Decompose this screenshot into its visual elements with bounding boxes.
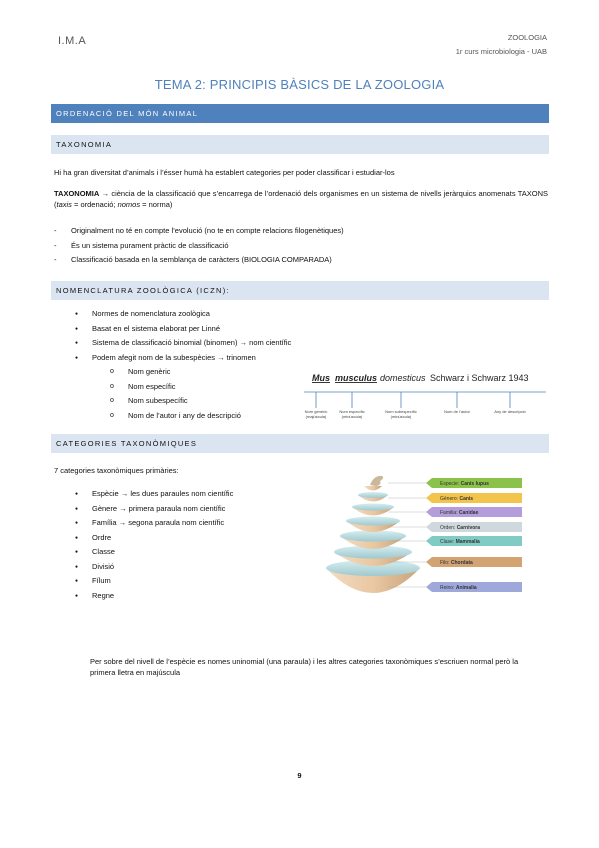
label-subspecies: Nom subespecífic: [385, 409, 417, 414]
list-item: ● Família → segona paraula nom científic: [75, 516, 315, 531]
label-year: Any de descripció: [494, 409, 526, 414]
label-author: Nom de l’autor: [443, 409, 471, 414]
pyramid-layer: [358, 492, 388, 498]
definition-text: → ciència de la classificació que s’encarrega de l’ordenació dels organismes en un sistema de nivells jeràrquics anomenats TAXONS (: [54, 189, 548, 209]
pyramid-stack: [326, 476, 420, 593]
taxis-term: taxis: [56, 200, 72, 209]
list-item: - Classificació basada en la semblança de caràcters (BIOLOGIA COMPARADA): [54, 253, 548, 268]
pyramid-rank-label: Clase: Mammalia: [440, 539, 480, 545]
pyramid-layer: [364, 486, 382, 491]
list-item: ● Sistema de classificació binomial (binomen) → nom científic: [75, 336, 335, 351]
categories-intro: 7 categories taxonòmiques primàries:: [54, 466, 179, 475]
taxonomy-pyramid-figure: [318, 468, 548, 618]
list-item: o Nom genèric: [110, 365, 310, 380]
nomenclatura-sublist: [110, 365, 310, 423]
pyramid-rank-label: Reino: Animalia: [440, 585, 477, 591]
header-course-line: 1r curs microbiologia - UAB: [455, 47, 547, 56]
list-item: ● Normes de nomenclatura zoològica: [75, 307, 335, 322]
taxonomia-list: [54, 224, 548, 268]
header-initials: I.M.A: [58, 35, 87, 47]
list-item: ● Ordre: [75, 531, 315, 546]
taxonomia-intro: Hi ha gran diversitat d’animals i l’ésser humà ha establert categories per poder classificar i estudiar-los: [54, 168, 395, 177]
label-subspecies-note: (minúscula): [390, 414, 412, 419]
taxonomia-definition: [54, 188, 548, 210]
list-item: ● Podem afegit nom de la subespècies → trinomen: [75, 351, 335, 366]
pyramid-layer: [340, 531, 406, 542]
header-course: [456, 31, 547, 59]
nomenclatura-list: [75, 307, 335, 365]
pyramid-rank-label: Orden: Carnivora: [440, 525, 481, 531]
list-item: ● Divisió: [75, 560, 315, 575]
section-categories: CATEGORIES TAXONÒMIQUES: [51, 434, 549, 453]
label-species: Nom específic: [339, 409, 365, 414]
categories-list: [75, 487, 315, 603]
list-item: ● Espècie → les dues paraules nom científic: [75, 487, 315, 502]
pyramid-rank-label: Familia: Canidae: [440, 510, 479, 516]
list-item: ● Fílum: [75, 574, 315, 589]
section-nomenclatura: NOMENCLATURA ZOOLÒGICA (ICZN):: [51, 281, 549, 300]
list-item: - Originalment no té en compte l’evolució (no te en compte relacions filogenètiques): [54, 224, 548, 239]
binomen-genus: Mus: [312, 373, 330, 383]
pyramid-rank-label: Especie: Canis lupus: [440, 481, 489, 487]
definition-text: = ordenació;: [71, 200, 118, 209]
section-ordenacio: ORDENACIÓ DEL MÓN ANIMAL: [51, 104, 549, 123]
page-number: 9: [297, 771, 302, 780]
binomen-figure: [302, 370, 546, 428]
categories-note: Per sobre del nivell de l’espècie es nomes uninomial (una paraula) i les altres categories taxonòmiques s’escriuen normal però la primera lletra en majúscula: [90, 657, 519, 677]
binomen-species: musculus: [335, 373, 378, 383]
label-species-note: (minúscula): [341, 414, 363, 419]
animal-icon: [370, 476, 383, 486]
list-item: o Nom de l’autor i any de descripció: [110, 409, 310, 424]
label-genus: Nom genèric: [304, 409, 328, 414]
pyramid-rank-label: Género: Canis: [440, 496, 474, 502]
list-item: ● Gènere → primera paraula nom científic: [75, 502, 315, 517]
binomen-subspecies: domesticus: [380, 373, 426, 383]
section-taxonomia: TAXONOMIA: [51, 135, 549, 154]
header-subject: ZOOLOGIA: [507, 33, 547, 42]
list-item: o Nom subespecífic: [110, 394, 310, 409]
pyramid-layer: [346, 517, 400, 526]
definition-text: = norma): [140, 200, 173, 209]
list-item: - És un sistema purament pràctic de classificació: [54, 239, 548, 254]
list-item: o Nom específic: [110, 380, 310, 395]
binomen-labels: [305, 409, 527, 419]
binomen-ticks: [316, 392, 510, 408]
binomen-author: Schwarz i Schwarz 1943: [430, 373, 529, 383]
nomos-term: nomos: [117, 200, 141, 209]
list-item: ● Classe: [75, 545, 315, 560]
page-title: TEMA 2: PRINCIPIS BÀSICS DE LA ZOOLOGIA: [154, 77, 445, 92]
list-item: ● Regne: [75, 589, 315, 604]
list-item: ● Basat en el sistema elaborat per Linné: [75, 322, 335, 337]
taxonomia-term: TAXONOMIA: [54, 189, 100, 198]
label-genus-note: (majúscula): [305, 414, 327, 419]
pyramid-rank-label: Filo: Chordata: [440, 560, 473, 566]
pyramid-layer: [352, 504, 394, 511]
